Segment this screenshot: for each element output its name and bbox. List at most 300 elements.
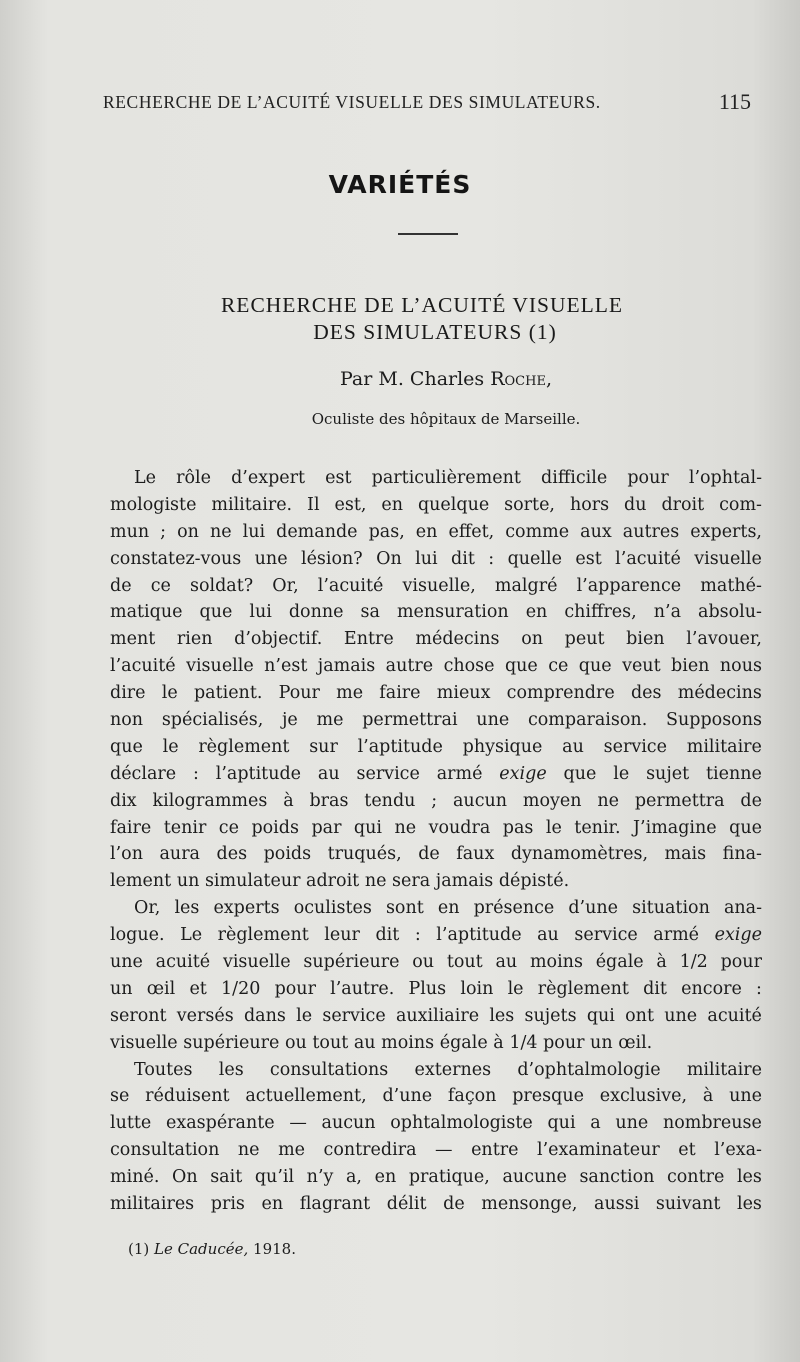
body-line (110, 734, 762, 761)
footnote-year: 1918. (253, 1240, 296, 1258)
body-word: On (171, 1167, 198, 1188)
body-word: une (110, 952, 143, 973)
body-word: sur (309, 736, 338, 757)
body-word: a (590, 1113, 601, 1134)
byline-prefix: Par M. Charles (340, 368, 491, 390)
body-line (110, 868, 762, 895)
body-word: miné. (110, 1167, 160, 1188)
body-word: est, (334, 494, 367, 515)
body-word: ; (160, 521, 167, 542)
page-number: 115 (718, 89, 751, 114)
body-word: flagrant (299, 1194, 371, 1215)
body-word: peut (564, 629, 605, 650)
body-line (110, 1057, 762, 1084)
article-title-line-1: RECHERCHE DE L’ACUITÉ VISUELLE (220, 293, 624, 317)
body-word: je (282, 710, 298, 731)
body-word: J’imagine (633, 817, 717, 838)
body-word: en (525, 602, 548, 623)
body-word: dire (110, 683, 146, 704)
body-word: que (199, 602, 233, 623)
body-word: d’objectif. (234, 629, 323, 650)
body-word: se (110, 1086, 130, 1107)
body-word: veut (622, 656, 661, 677)
body-word: au (495, 952, 518, 973)
body-word: règlement (198, 736, 290, 757)
body-word: est (325, 468, 352, 488)
body-word: ment (110, 629, 156, 650)
body-word: pratique, (408, 1167, 490, 1188)
body-word: dix (110, 790, 137, 811)
body-word: sanction (579, 1167, 655, 1188)
body-word: entre (471, 1140, 519, 1161)
body-word: — (289, 1113, 307, 1134)
body-word: moyen (522, 790, 582, 811)
body-word: d’une (382, 1086, 433, 1107)
body-word: à (283, 790, 294, 811)
body-word: une (664, 1005, 698, 1026)
body-line (110, 976, 762, 1003)
body-word: ou (412, 952, 435, 973)
body-word: n’a (653, 602, 682, 623)
body-word: ce (150, 575, 171, 596)
footnote-source: Le Caducée, (154, 1240, 249, 1258)
body-word: aucun (321, 1113, 376, 1134)
body-word: externes (414, 1059, 492, 1080)
body-word: faire (379, 683, 421, 704)
body-word: le (161, 683, 178, 704)
author-affiliation: Oculiste des hôpitaux de Marseille. (311, 410, 581, 428)
body-word: l’avouer, (686, 629, 762, 650)
body-word: le (613, 763, 630, 784)
body-word: que (578, 656, 612, 677)
body-word: leur (324, 925, 360, 946)
body-word: les (736, 1194, 762, 1215)
body-word: lui (249, 602, 272, 623)
body-word: chose (443, 656, 495, 677)
body-word: quelque (417, 494, 490, 515)
footnote-marker: (1) (128, 1240, 150, 1258)
body-word: soldat? (189, 575, 254, 596)
body-word: ou (284, 1032, 307, 1053)
body-word: d’une (568, 898, 619, 919)
article-body (110, 465, 762, 1218)
body-word: service (356, 763, 420, 784)
body-word: tenir. (574, 817, 621, 838)
body-word: acuité (155, 952, 211, 973)
body-word: l’on (110, 844, 143, 865)
body-line (110, 895, 762, 922)
body-line (110, 1030, 762, 1057)
body-word: mun (110, 521, 150, 542)
body-word: supérieure (183, 1032, 280, 1053)
body-word: de (418, 844, 440, 865)
body-word: mais (664, 844, 707, 865)
body-word: sujet (646, 763, 690, 784)
body-word: quelle (507, 548, 562, 569)
body-word: nous (719, 656, 762, 677)
body-word: lutte (110, 1113, 152, 1134)
body-word: truqués, (327, 844, 402, 865)
body-word: patient. (193, 683, 263, 704)
body-word: pas (502, 817, 534, 838)
body-word: 1/4 (509, 1032, 538, 1053)
body-word: dit (643, 978, 667, 999)
body-word: les (736, 1167, 762, 1188)
body-word: l’exa- (714, 1140, 762, 1161)
body-word: com- (719, 494, 762, 515)
body-word: bras (309, 790, 349, 811)
body-word: situation (632, 898, 710, 919)
body-line (110, 949, 762, 976)
body-word: oculistes (293, 898, 372, 919)
body-word: l’autre. (330, 978, 395, 999)
title-rule (398, 233, 458, 235)
body-word: Or, (134, 898, 161, 919)
body-word: mensuration (396, 602, 509, 623)
body-word: acuité (707, 1005, 762, 1026)
body-word: un (176, 871, 200, 892)
body-word: œil. (618, 1032, 653, 1053)
body-word: à (656, 952, 667, 973)
body-word: en (437, 898, 460, 919)
body-word: exclusive, (599, 1086, 688, 1107)
body-word: ne (597, 790, 619, 811)
body-word: dit (375, 925, 400, 946)
body-word: qu’il (254, 1167, 295, 1188)
body-word: au (353, 1032, 376, 1053)
body-word: sont (385, 898, 424, 919)
body-word: ne (364, 871, 387, 892)
body-word: autre (385, 656, 434, 677)
body-word: au (537, 925, 559, 946)
body-word: visuelle (186, 656, 254, 677)
body-word: l’acuité (110, 656, 176, 677)
body-line (110, 841, 762, 868)
body-word: du (624, 494, 647, 515)
body-word: le (545, 817, 562, 838)
body-word: qui (547, 1113, 576, 1134)
body-line (110, 573, 762, 600)
body-word: rien (176, 629, 213, 650)
body-word: tenir (163, 817, 207, 838)
body-word: consultations (269, 1059, 389, 1080)
body-word: Toutes (134, 1059, 193, 1080)
body-word: sa (360, 602, 380, 623)
body-word: de (740, 790, 762, 811)
body-word: de (110, 575, 132, 596)
running-head (103, 89, 751, 114)
body-word: tendu (364, 790, 416, 811)
body-word: rôle (176, 468, 211, 488)
body-line (110, 626, 762, 653)
body-line (110, 653, 762, 680)
body-word: nombreuse (662, 1113, 762, 1134)
running-head-title: RECHERCHE DE L’ACUITÉ VISUELLE DES SIMULATEURS. (103, 92, 601, 112)
body-word: ana- (723, 898, 762, 919)
body-word: en (415, 521, 438, 542)
body-word: : (414, 925, 421, 946)
body-word: ce (218, 817, 239, 838)
body-line (110, 546, 762, 573)
body-word: exaspérante (165, 1113, 275, 1134)
body-word: qui (353, 817, 382, 838)
body-word: qui (586, 1005, 615, 1026)
body-word: permettrai (362, 710, 458, 731)
body-word: permettra (634, 790, 725, 811)
body-word: l’aptitude (436, 925, 522, 946)
body-word: fina- (722, 844, 762, 865)
body-word: dynamomètres, (510, 844, 649, 865)
body-word: mieux (436, 683, 491, 704)
body-word: armé (653, 925, 700, 946)
body-word: particulièrement (371, 468, 521, 488)
body-word: ne (394, 817, 417, 838)
body-word: une (254, 548, 288, 569)
body-word: adroit (306, 871, 360, 892)
body-word: n’y (306, 1167, 334, 1188)
body-word: service (322, 1005, 386, 1026)
body-word: militaire (686, 736, 762, 757)
body-word: délit (386, 1194, 427, 1215)
body-word: moins (529, 952, 583, 973)
body-word: poids (263, 844, 312, 865)
body-line (110, 1003, 762, 1030)
body-word: tienne (706, 763, 762, 784)
body-word: me (278, 1140, 306, 1161)
body-word: pour (627, 468, 669, 488)
body-line (110, 680, 762, 707)
body-word: lui (242, 521, 266, 542)
body-word: que (504, 656, 538, 677)
body-word: voudra (428, 817, 491, 838)
body-word: l’acuité (615, 548, 681, 569)
body-word: mathé- (700, 575, 762, 596)
body-line (110, 1164, 762, 1191)
body-word: loin (460, 978, 494, 999)
body-word: au (317, 763, 340, 784)
body-word: ont (625, 1005, 654, 1026)
body-word: le (296, 1005, 313, 1026)
body-line (110, 519, 762, 546)
body-word: malgré (494, 575, 558, 596)
body-word: aucun (452, 790, 508, 811)
body-word: règlement (217, 925, 309, 946)
body-word: Il (307, 494, 320, 515)
body-word: pour (543, 1032, 585, 1053)
body-word: en (261, 1194, 284, 1215)
body-word: présence (473, 898, 555, 919)
body-word: égale (439, 1032, 488, 1053)
body-word: suivant (655, 1194, 721, 1215)
body-word: donne (288, 602, 344, 623)
author-byline (46, 368, 800, 390)
body-word: militaire. (211, 494, 293, 515)
body-word: Entre (343, 629, 394, 650)
body-word: égale (595, 952, 644, 973)
body-word: Le (134, 468, 156, 488)
section-title: VARIÉTÉS (328, 170, 472, 199)
body-word: l’aptitude (215, 763, 302, 784)
body-word: experts (213, 898, 280, 919)
body-line (110, 761, 762, 788)
body-line (110, 922, 762, 949)
body-word: moins (381, 1032, 435, 1053)
body-word: exige (499, 763, 547, 784)
body-word: ce (548, 656, 569, 677)
body-word: jamais (317, 656, 376, 677)
body-word: bien (626, 629, 665, 650)
body-word: que (110, 736, 143, 757)
body-word: des (630, 683, 662, 704)
body-word: sait (210, 1167, 243, 1188)
body-line (110, 599, 762, 626)
body-word: visuelle (110, 1032, 178, 1053)
body-word: et (189, 978, 207, 999)
body-word: faux (456, 844, 495, 865)
body-word: On (376, 548, 402, 569)
body-word: Plus (408, 978, 447, 999)
body-word: — (435, 1140, 453, 1161)
body-word: matique (110, 602, 183, 623)
body-word: constatez-vous (110, 548, 242, 569)
body-line (110, 492, 762, 519)
body-line (110, 1110, 762, 1137)
body-word: Pour (278, 683, 320, 704)
body-word: déclare (110, 763, 177, 784)
body-word: mensonge, (481, 1194, 578, 1215)
body-word: un (110, 978, 133, 999)
body-word: œil (146, 978, 176, 999)
body-word: seront (110, 1005, 167, 1026)
body-word: l’acuité (317, 575, 384, 596)
body-word: aux (580, 521, 612, 542)
body-word: encore (681, 978, 742, 999)
body-word: lui (415, 548, 438, 569)
body-word: aura (159, 844, 200, 865)
body-word: visuelle, (402, 575, 476, 596)
body-word: physique (462, 736, 543, 757)
body-word: l’examinateur (537, 1140, 660, 1161)
body-word: le (507, 978, 524, 999)
body-word: me (336, 683, 364, 704)
body-word: mologiste (110, 494, 197, 515)
body-word: une (615, 1113, 649, 1134)
body-word: tout (446, 952, 483, 973)
body-word: les (174, 898, 200, 919)
body-word: l’aptitude (357, 736, 443, 757)
body-word: autres (622, 521, 680, 542)
body-word: : (192, 763, 199, 784)
body-word: experts, (690, 521, 762, 542)
body-word: effet, (448, 521, 495, 542)
body-word: demande (276, 521, 358, 542)
body-word: 1/2 (679, 952, 708, 973)
body-word: en (381, 494, 404, 515)
body-word: d’expert (231, 468, 306, 488)
body-word: service (603, 736, 667, 757)
body-line (110, 707, 762, 734)
body-word: en (374, 1167, 397, 1188)
body-word: règlement (537, 978, 629, 999)
body-word: pour (274, 978, 316, 999)
body-word: hors (569, 494, 610, 515)
footnote (128, 1240, 296, 1258)
body-word: presque (512, 1086, 584, 1107)
body-word: médecins (415, 629, 500, 650)
body-word: une (476, 710, 510, 731)
body-word: les (489, 1005, 515, 1026)
body-word: visuelle (222, 952, 291, 973)
body-word: à (702, 1086, 714, 1107)
body-word: pris (210, 1194, 245, 1215)
body-line (110, 1083, 762, 1110)
body-word: kilogrammes (152, 790, 268, 811)
body-word: les (218, 1059, 244, 1080)
body-word: non (110, 710, 144, 731)
body-word: versés (176, 1005, 234, 1026)
body-word: militaire (686, 1059, 762, 1080)
body-word: au (562, 736, 584, 757)
body-word: ne (209, 521, 232, 542)
article-title-line-2: DES SIMULATEURS (1) (313, 320, 557, 344)
body-word: supérieure (303, 952, 400, 973)
body-word: aucune (502, 1167, 567, 1188)
body-word: on (177, 521, 199, 542)
body-word: consultation (110, 1140, 220, 1161)
body-word: dit (451, 548, 475, 569)
body-word: que (563, 763, 597, 784)
body-word: exige (714, 925, 762, 946)
body-word: sorte, (504, 494, 555, 515)
body-line (110, 1191, 762, 1218)
body-word: des (216, 844, 248, 865)
body-word: visuelle (694, 548, 762, 569)
body-word: comparaison. (527, 710, 648, 731)
body-word: ophtalmologiste (390, 1113, 533, 1134)
body-word: : (756, 978, 762, 999)
body-word: à (493, 1032, 504, 1053)
body-word: tout (312, 1032, 349, 1053)
body-word: pour (720, 952, 762, 973)
body-word: ne (237, 1140, 260, 1161)
body-word: bien (671, 656, 710, 677)
body-word: comme (505, 521, 570, 542)
body-word: armé (436, 763, 483, 784)
body-word: Supposons (666, 710, 762, 731)
body-word: chiffres, (564, 602, 637, 623)
body-word: par (311, 817, 342, 838)
body-line (110, 465, 762, 492)
body-word: l’ophtal- (688, 468, 762, 488)
body-line (110, 1137, 762, 1164)
body-word: me (316, 710, 344, 731)
body-word: auxiliaire (395, 1005, 480, 1026)
body-word: Or, (272, 575, 299, 596)
body-word: actuellement, (245, 1086, 367, 1107)
body-word: service (574, 925, 638, 946)
body-line (110, 788, 762, 815)
body-word: que (729, 817, 762, 838)
body-word: de (443, 1194, 465, 1215)
body-word: dépisté. (498, 871, 570, 892)
body-word: médecins (677, 683, 762, 704)
body-word: contre (666, 1167, 725, 1188)
body-word: sujets (524, 1005, 577, 1026)
body-word: poids (251, 817, 299, 838)
body-word: on (521, 629, 543, 650)
body-word: n’est (264, 656, 308, 677)
body-word: Le (180, 925, 203, 946)
